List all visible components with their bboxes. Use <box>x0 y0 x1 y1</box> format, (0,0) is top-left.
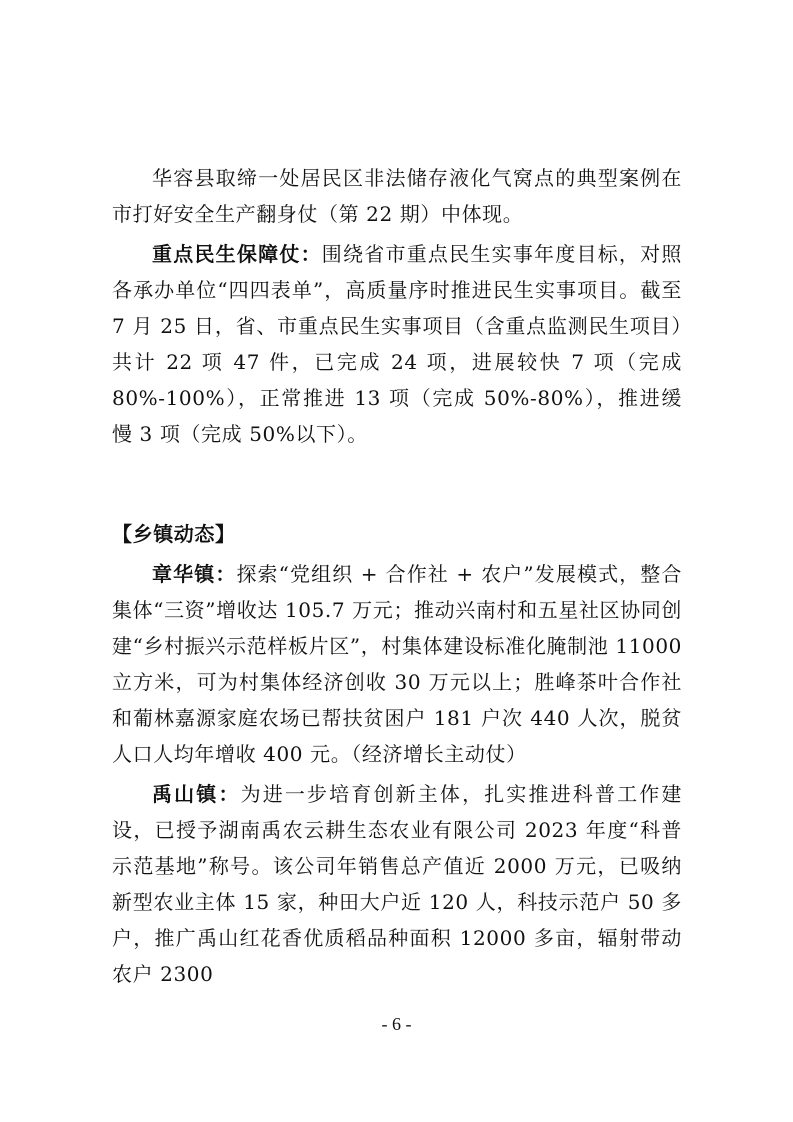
section-top <box>112 160 682 452</box>
paragraph-case-note <box>112 160 682 232</box>
section-heading: 【乡镇动态】 <box>112 522 236 546</box>
paragraph-text: 为进一步培育创新主体，扎实推进科普工作建设，已授予湖南禹农云耕生态农业有限公司 2023 年度“科普示范基地”称号。该公司年销售总产值近 2000 万元，已吸纳新型农业主体 15 家，种田大户近 120 人，科技示范户 50 多户，推广禹山红花香优质稻品种面积 12000 多亩，辐射带动农户 2300 <box>112 782 682 986</box>
page-number: - 6 - <box>381 1014 412 1034</box>
paragraph-zhanghua <box>112 556 682 772</box>
paragraph-text: 华容县取缔一处居民区非法储存液化气窝点的典型案例在市打好安全生产翻身仗（第 22 期）中体现。 <box>112 166 682 226</box>
paragraph-text: 探索“党组织 + 合作社 + 农户”发展模式，整合集体“三资”增收达 105.7 万元；推动兴南村和五星社区协同创建“乡村振兴示范样板片区”，村集体建设标准化腌制池 11000 立方米，可为村集体经济创收 30 万元以上；胜峰茶叶合作社和葡林嘉源家庭农场已帮扶贫困户 181 户次 440 人次，脱贫人口人均年增收 400 元。（经济增长主动仗） <box>112 562 682 766</box>
paragraph-lead: 章华镇： <box>152 562 237 586</box>
section-towns <box>112 556 682 992</box>
paragraph-lead: 禹山镇： <box>152 782 241 806</box>
paragraph-text: 围绕省市重点民生实事年度目标，对照各承办单位“四四表单”，高质量序时推进民生实事项目。截至 7 月 25 日，省、市重点民生实事项目（含重点监测民生项目）共计 22 项 47 件，已完成 24 项，进展较快 7 项（完成 80%-100%），正常推进 13 项（完成 50%-80%），推进缓慢 3 项（完成 50%以下）。 <box>112 242 682 446</box>
paragraph-livelihood <box>112 236 682 452</box>
paragraph-lead: 重点民生保障仗： <box>152 242 322 266</box>
paragraph-yushan <box>112 776 682 992</box>
